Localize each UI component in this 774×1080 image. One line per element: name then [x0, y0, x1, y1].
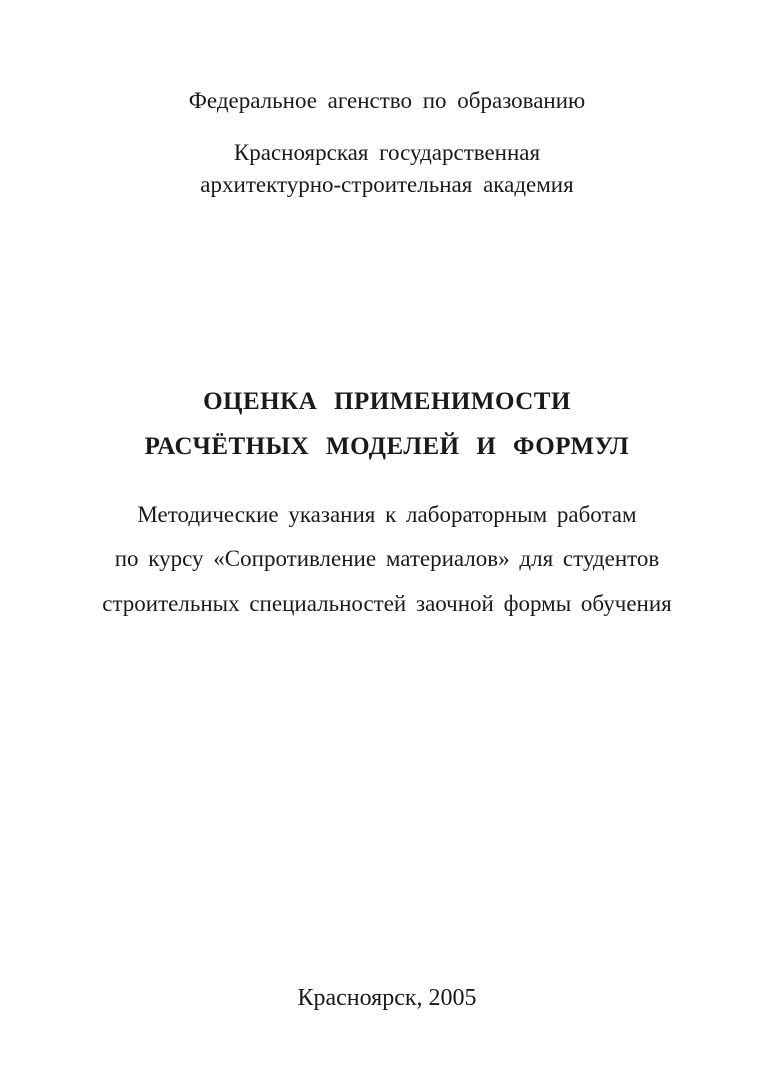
- subtitle-line-1: Методические указания к лабораторным работам: [137, 502, 637, 527]
- academy-name-line-2: архитектурно-строительная академия: [200, 172, 574, 197]
- academy-name-line-1: Красноярская государственная: [233, 140, 541, 165]
- document-title-line-2: РАСЧЁТНЫХ МОДЕЛЕЙ И ФОРМУЛ: [144, 433, 630, 460]
- subtitle-line-2: по курсу «Сопротивление материалов» для студентов: [114, 546, 660, 571]
- subtitle-line-3: строительных специальностей заочной формы обучения: [102, 591, 672, 616]
- agency-name: Федеральное агенство по образованию: [188, 88, 586, 113]
- place-and-year: Красноярск, 2005: [297, 985, 477, 1011]
- document-title-line-1: ОЦЕНКА ПРИМЕНИМОСТИ: [203, 388, 571, 415]
